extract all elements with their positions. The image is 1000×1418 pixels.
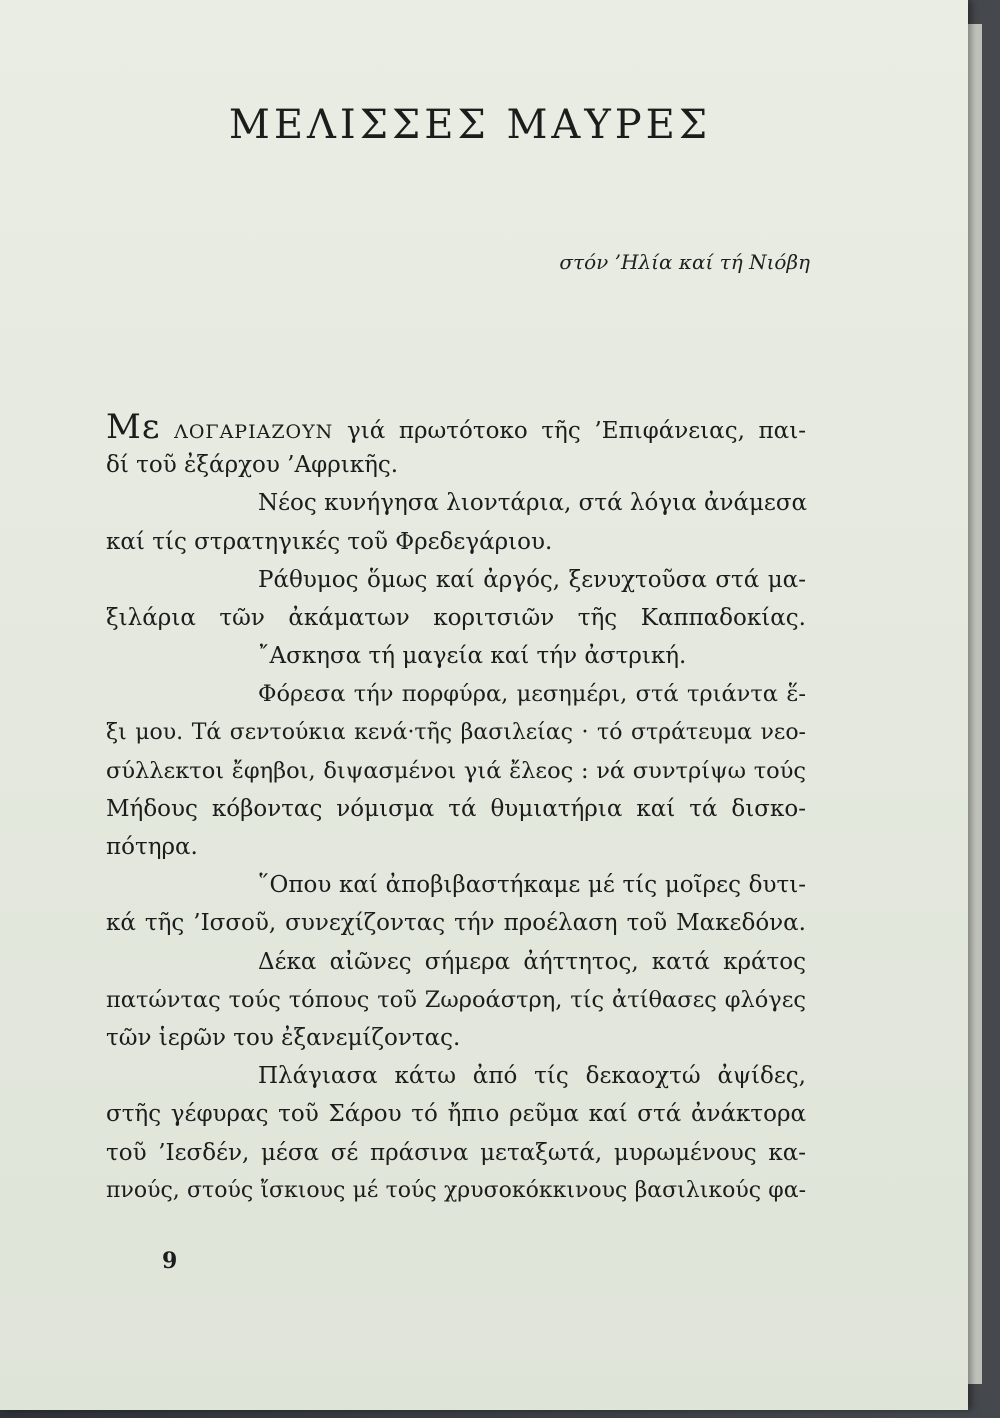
text-line: Ράθυμος ὅμως καί ἀργός, ξενυχτοῦσα στά μα-	[258, 566, 806, 593]
text-line: δί τοῦ ἐξάρχου ’Αφρικῆς.	[106, 452, 399, 479]
text-line: Φόρεσα τήν πορφύρα, μεσημέρι, στά τριάντα ἕ-	[258, 681, 806, 708]
line-text: γιά πρωτότοκο τῆς ’Επιφάνειας, παι-	[333, 418, 806, 444]
page-edge	[968, 24, 982, 1384]
poem-title: ΜΕΛΙΣΣΕΣ ΜΑΥΡΕΣ	[228, 102, 712, 148]
poem-text	[106, 408, 806, 1210]
text-line: σύλλεκτοι ἔφηβοι, διψασμένοι γιά ἔλεος : νά συντρίψω τούς	[106, 757, 806, 784]
text-line: ξι μου. Τά σεντούκια κενά·τῆς βασιλείας · τό στράτευμα νεο-	[106, 719, 806, 745]
text-line: στῆς γέφυρας τοῦ Σάρου τό ἤπιο ρεῦμα καί στά ἀνάκτορα	[106, 1101, 806, 1128]
drop-cap: Με	[106, 407, 161, 447]
opening-smallcaps: ΛΟΓΑΡΙΑΖΟΥΝ	[174, 421, 334, 443]
text-line: ξιλάρια τῶν ἀκάματων κοριτσιῶν τῆς Καππαδοκίας.	[106, 604, 806, 631]
text-line: κά τῆς ’Ισσοῦ, συνεχίζοντας τήν προέλαση τοῦ Μακεδόνα.	[106, 910, 806, 937]
dedication: στόν ’Ηλία καί τή Νιόβη	[559, 250, 810, 274]
text-line: Νέος κυνήγησα λιοντάρια, στά λόγια ἀνάμεσα	[258, 490, 808, 517]
text-line: τῶν ἱερῶν του ἐξανεμίζοντας.	[106, 1025, 461, 1051]
page-number: 9	[162, 1248, 178, 1274]
text-line	[106, 408, 806, 446]
text-line: Δέκα αἰῶνες σήμερα ἀήττητος, κατά κράτος	[258, 948, 806, 975]
text-line: Πλάγιασα κάτω ἀπό τίς δεκαοχτώ ἀψίδες,	[258, 1063, 806, 1090]
text-line: καί τίς στρατηγικές τοῦ Φρεδεγάριου.	[106, 528, 553, 555]
text-line: τοῦ ’Ιεσδέν, μέσα σέ πράσινα μεταξωτά, μυρωμένους κα-	[106, 1139, 806, 1166]
text-line: πνούς, στούς ἴσκιους μέ τούς χρυσοκόκκινους βασιλικούς φα-	[106, 1177, 806, 1203]
text-line: πατώντας τούς τόπους τοῦ Ζωροάστρη, τίς ἀτίθασες φλόγες	[106, 986, 806, 1013]
text-line: Μήδους κόβοντας νόμισμα τά θυμιατήρια καί τά δισκο-	[106, 795, 806, 822]
text-line: ῞Οπου καί ἀποβιβαστήκαμε μέ τίς μοῖρες δυτι-	[258, 872, 806, 899]
text-line: πότηρα.	[106, 834, 198, 861]
text-line: ῎Ασκησα τή μαγεία καί τήν ἀστρική.	[258, 643, 687, 670]
